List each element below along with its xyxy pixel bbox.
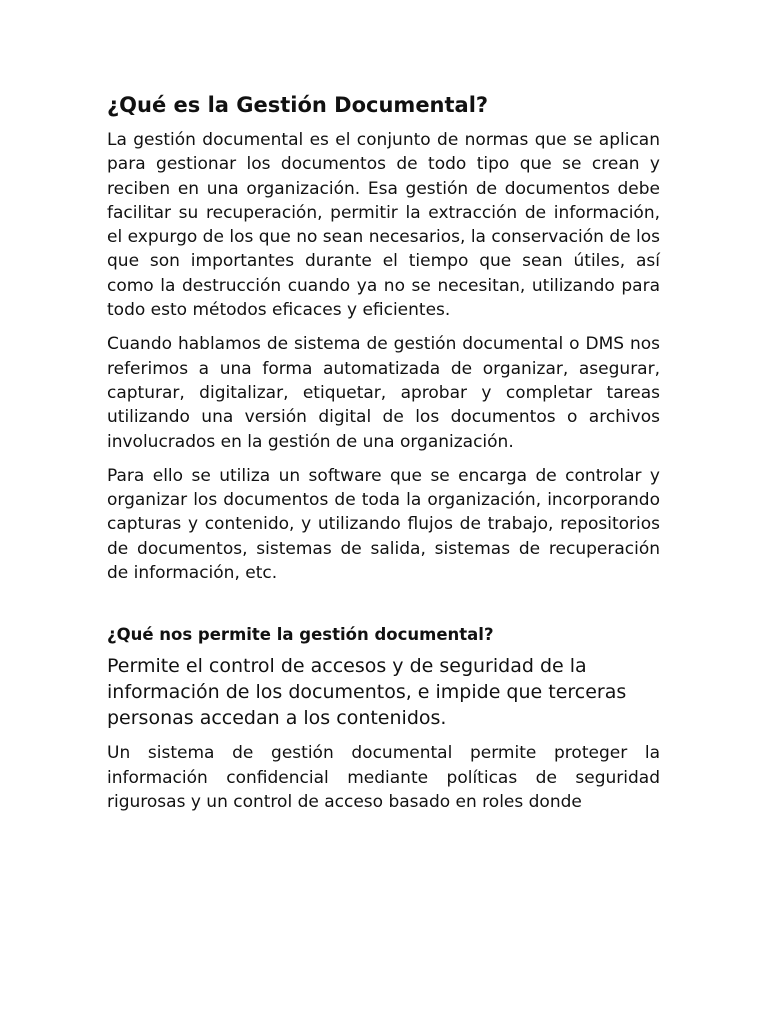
- document-page: [107, 90, 660, 824]
- paragraph-software: Para ello se utiliza un software que se encarga de controlar y organizar los documentos de toda la organización, incorporando capturas y contenido, y utilizando flujos de trabajo, repositorios de documentos, sistemas de salida, sistemas de recuperación de información, etc.: [107, 465, 660, 584]
- paragraph-dms: Cuando hablamos de sistema de gestión documental o DMS nos referimos a una forma automatizada de organizar, asegurar, capturar, digitalizar, etiquetar, aprobar y completar tareas utilizando una versión digital de los documentos o archivos involucrados en la gestión de una organización.: [107, 334, 660, 452]
- section-heading: ¿Qué nos permite la gestión documental?: [107, 625, 494, 645]
- lead-paragraph: Permite el control de accesos y de seguridad de la información de los documentos, e impide que terceras personas accedan a los contenidos.: [107, 655, 627, 730]
- page-title: ¿Qué es la Gestión Documental?: [107, 93, 489, 117]
- paragraph-security: Un sistema de gestión documental permite proteger la información confidencial mediante políticas de seguridad rigurosas y un control de acceso basado en roles donde: [107, 743, 660, 812]
- paragraph-definition: La gestión documental es el conjunto de normas que se aplican para gestionar los documentos de todo tipo que se crean y reciben en una organización. Esa gestión de documentos debe facilitar su recuperación, permitir la extracción de información, el expurgo de los que no sean necesarios, la conservación de los que son importantes durante el tiempo que sean útiles, así como la destrucción cuando ya no se necesitan, utilizando para todo esto métodos eficaces y eficientes.: [107, 130, 660, 321]
